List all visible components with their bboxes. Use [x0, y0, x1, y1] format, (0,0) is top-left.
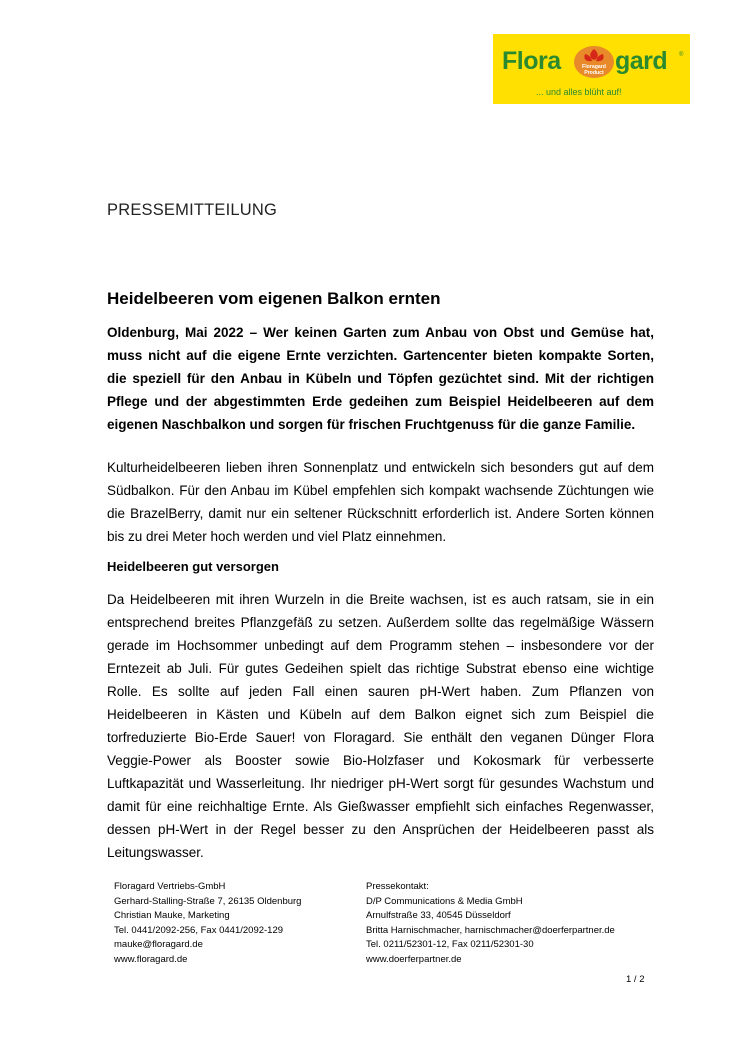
footer-company-email: mauke@floragard.de: [114, 939, 203, 951]
footer-company-contact: [114, 880, 301, 968]
logo-tagline: ... und alles blüht auf!: [536, 87, 622, 97]
footer-agency-address: Arnulfstraße 33, 40545 Düsseldorf: [366, 910, 511, 922]
footer-company-website: www.floragard.de: [114, 953, 188, 965]
footer-agency-phone: Tel. 0211/52301-12, Fax 0211/52301-30: [366, 939, 534, 951]
subheading: Heidelbeeren gut versorgen: [107, 559, 279, 574]
lead-paragraph: Oldenburg, Mai 2022 – Wer keinen Garten zum Anbau von Obst und Gemüse hat, muss nicht auf die eigene Ernte verzichten. Gartencenter bieten kompakte Sorten, die speziell für den Anbau in Kübeln und Töpfen gezüchtet sind. Mit der richtigen Pflege und der abgestimmten Erde gedeihen zum Beispiel Heidelbeeren auf dem eigenen Naschbalkon und sorgen für frischen Fruchtgenuss für die ganze Familie.: [107, 325, 654, 432]
footer-agency-contact: Britta Harnischmacher, harnischmacher@doerferpartner.de: [366, 924, 615, 936]
body-paragraph-1: Kulturheidelbeeren lieben ihren Sonnenplatz und entwickeln sich besonders gut auf dem Südbalkon. Für den Anbau im Kübel empfehlen sich kompakt wachsende Züchtungen wie die BrazelBerry, damit nur ein seltener Rückschnitt erforderlich ist. Andere Sorten können bis zu drei Meter hoch werden und viel Platz einnehmen.: [107, 460, 654, 544]
document-label: PRESSEMITTEILUNG: [107, 201, 278, 219]
floragard-logo: [493, 34, 690, 104]
footer-contact-person: Christian Mauke, Marketing: [114, 910, 230, 922]
footer-company-phone: Tel. 0441/2092-256, Fax 0441/2092-129: [114, 924, 284, 936]
logo-emblem-icon: [572, 45, 616, 79]
footer-press-label: Pressekontakt:: [366, 881, 429, 892]
registered-mark: ®: [679, 52, 684, 58]
logo-word-flora: Flora: [502, 47, 561, 75]
footer-company-address: Gerhard-Stalling-Straße 7, 26135 Oldenburg: [114, 895, 302, 907]
body-paragraph-2: Da Heidelbeeren mit ihren Wurzeln in die Breite wachsen, ist es auch ratsam, sie in ein entsprechend breites Pflanzgefäß zu setzen. Außerdem sollte das regelmäßige Wässern gerade im Hochsommer unbedingt auf dem Programm stehen – insbesondere vor der Erntezeit ab Juli. Für gutes Gedeihen spielt das richtige Substrat ebenso eine wichtige Rolle. Es sollte auf jeden Fall einen sauren pH-Wert haben. Zum Pflanzen von Heidelbeeren in Kästen und Kübeln auf dem Balkon eignet sich zum Beispiel die torfreduzierte Bio-Erde Sauer! von Floragard. Sie enthält den veganen Dünger Flora Veggie-Power als Booster sowie Bio-Holzfaser und Kokosmark für verbesserte Luftkapazität und Wasserleitung. Ihr niedriger pH-Wert sorgt für gesundes Wachstum und damit für eine reichhaltige Ernte. Als Gießwasser empfiehlt sich einfaches Regenwasser, dessen pH-Wert in der Regel besser zu den Ansprüchen der Heidelbeeren passt als Leitungswasser.: [107, 592, 654, 860]
logo-emblem-text-2: Product: [584, 70, 604, 76]
footer-company-name: Floragard Vertriebs-GmbH: [114, 881, 226, 892]
logo-word-gard: gard: [615, 47, 668, 75]
footer-press-contact: [366, 880, 615, 968]
headline: Heidelbeeren vom eigenen Balkon ernten: [107, 289, 441, 308]
page-number: 1 / 2: [626, 974, 645, 985]
logo-emblem-text-1: Floragard: [582, 64, 606, 70]
footer-agency-website: www.doerferpartner.de: [366, 953, 462, 965]
footer-agency-name: D/P Communications & Media GmbH: [366, 895, 523, 907]
